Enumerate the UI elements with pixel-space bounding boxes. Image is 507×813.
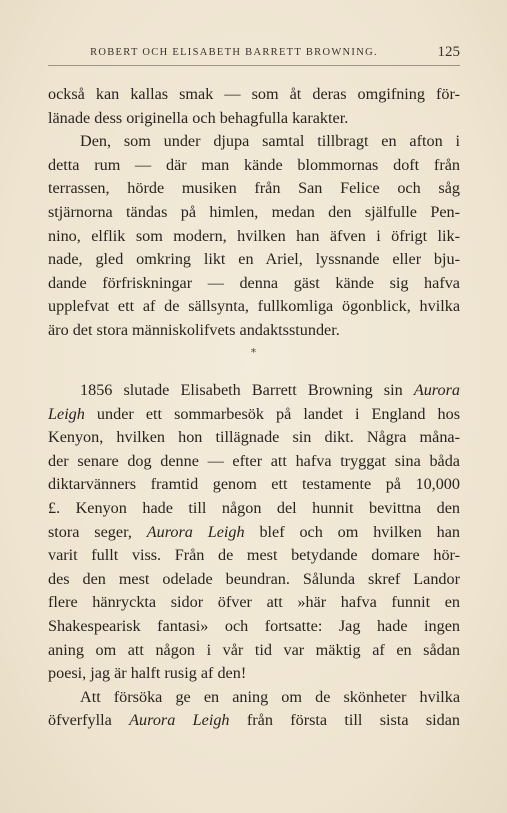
text-line: dande förfriskningar — denna gäst kände sig hafva [48, 273, 460, 292]
section-separator: * [250, 346, 257, 359]
text-line: stora seger, Aurora Leigh blef och om hvilken han [48, 522, 460, 541]
text-line: des den mest odelade beundran. Sålunda skref Landor [48, 569, 460, 588]
text-line: terrassen, hörde musiken från San Felice och såg [48, 179, 460, 198]
book-title: Aurora Leigh [146, 522, 245, 541]
text-line: upplefvat ett af de sällsynta, fullkomliga ögonblick, hvilka [48, 297, 460, 316]
text-line: Leigh under ett sommarbesök på landet i England hos [48, 404, 460, 423]
header-rule [48, 65, 460, 66]
text-line: 1856 slutade Elisabeth Barrett Browning sin Aurora [80, 381, 460, 399]
text-line: detta rum — där man kände blommornas doft från [48, 155, 460, 174]
text-line: aning om att någon i vår tid var mäktig af en sådan [48, 640, 460, 659]
text-line: der senare dog denne — efter att hafva tryggat sina båda [48, 451, 460, 470]
text-line: äro det stora människolifvets andaktsstunder. [48, 320, 340, 339]
text-line: Den, som under djupa samtal tillbragt en afton i [80, 132, 460, 151]
running-title: ROBERT OCH ELISABETH BARRETT BROWNING. [90, 47, 378, 58]
page-number: 125 [437, 44, 460, 60]
text-line: nade, gled omkring likt en Ariel, lyssnande eller bju- [48, 250, 460, 269]
text-line: flere hänryckta sidor öfver att »här hafva funnit en [48, 593, 460, 612]
text-line: stjärnorna tändas på himlen, medan den själfulle Pen- [48, 202, 460, 221]
text-line: nino, elflik som modern, hvilken han äfven i öfrigt lik- [48, 226, 460, 245]
text-line: diktarvänners framtid genom ett testamente på 10,000 [48, 475, 460, 494]
book-title: Leigh [48, 404, 85, 423]
text-block-lower [48, 379, 460, 733]
text-block-upper [48, 83, 460, 343]
text-line: Kenyon, hvilken hon tillägnade sin dikt. Några måna- [48, 428, 460, 447]
text-line: varit fullt viss. Från de mest betydande domare hör- [48, 546, 460, 565]
text-line: Att försöka ge en aning om de skönheter hvilka [80, 687, 460, 706]
text-line: Shakespearisk fantasi» och fortsatte: Jag hade ingen [48, 616, 460, 635]
text-line: länade dess originella och behagfulla karakter. [48, 108, 349, 127]
text-line: också kan kallas smak — som åt deras omgifning för- [48, 85, 460, 103]
running-header [48, 44, 460, 62]
book-title: Aurora Leigh [129, 711, 230, 730]
text-line: öfverfylla Aurora Leigh från första till sista sidan [48, 711, 461, 730]
text-line: £. Kenyon hade till någon del hunnit bevittna den [48, 498, 460, 517]
book-title: Aurora [413, 381, 460, 399]
text-line: poesi, jag är halft rusig af den! [48, 664, 247, 683]
